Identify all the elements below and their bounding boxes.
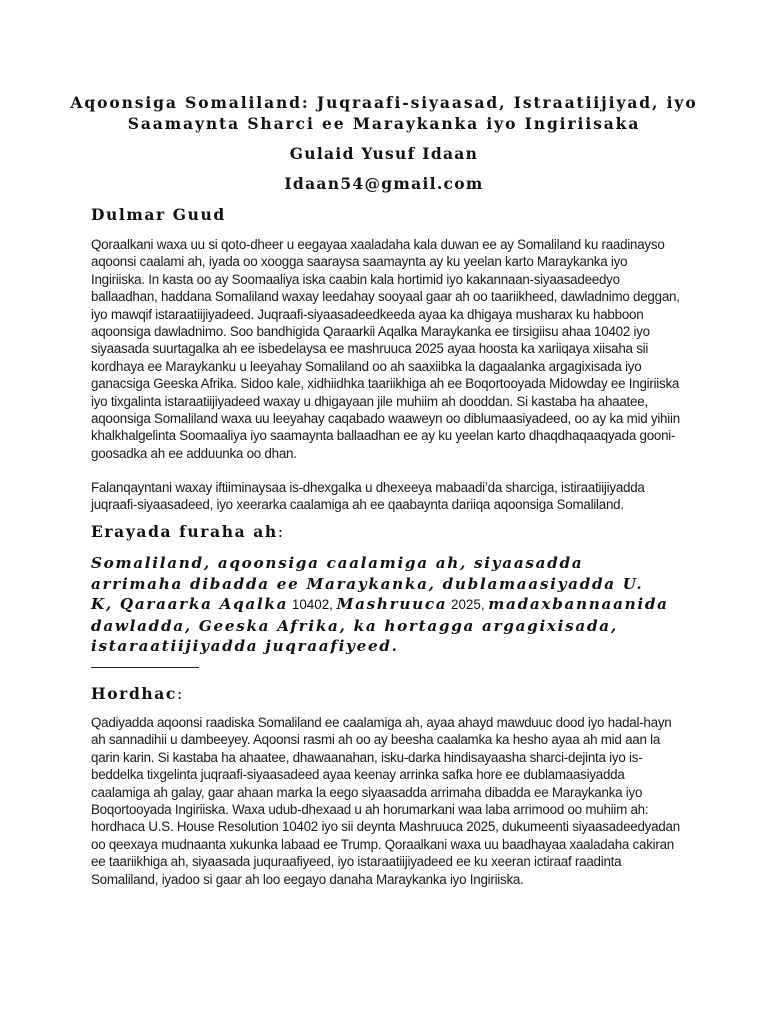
keyword: Mashruuca [336,595,448,614]
keyword: ka hortagga argagixisada [353,616,611,635]
introduction-heading-colon: : [176,685,184,703]
keyword: Qaraarka Aqalka [119,595,289,614]
keyword-separator: , [610,616,618,635]
keyword-number: 10402, [288,597,337,613]
keyword-end: . [391,637,399,656]
keyword: madaxbannaanida dawladda [91,595,669,635]
keyword: siyaasadda arrimaha dibadda ee Maraykanka [91,554,584,593]
author-name: Gulaid Yusuf Idaan [289,144,479,163]
document-title [60,92,708,134]
keyword-number: 2025, [447,597,489,613]
abstract-paragraph-1: Qoraalkani waxa uu si qoto-dheer u eegayaa xaaladaha kala duwan ee ay Somaliland ku raadinayso aqoonsi caalami ah, iyada oo xoogga saaraysa saamaynta ay ku yeelan karto Maraykanka iyo Ingiriiska. In kasta oo ay Soomaaliya iska caabin kala hortimid iyo kakannaan-siyaasadeedyo ballaadhan, haddana Somaliland waxay leedahay sooyaal gaar ah oo taariikheed, dawladnimo deggan, iyo mawqif istaraatiijiyadeed. Juqraafi-siyaasadeedkeeda ayaa ka dhigaya musharax ku habboon aqoonsiga dawladnimo. Soo bandhigida Qaraarkii Aqalka Maraykanka ee tirsigiisu ahaa 10402 iyo siyaasada suurtagalka ah ee isbedelaysa ee mashruuca 2025 ayaa hoosta ka xariiqaya xiisaha sii kordhaya ee Maraykanku u leeyahay Somaliland oo ah saaxiibka la dagaalanka argagixisada iyo ganacsiga Geeska Afrika. Sidoo kale, xidhiidhka taariikhiga ah ee Boqortooyada Midowday ee Ingiriiska iyo tixgalinta istaraatiijiyadeed waxay u dhigayaan jile muhiim ah dooddan. Si kastaba ha ahaatee, aqoonsiga Somaliland waxa uu leeyahay caqabado waaweyn oo diblumaasiyadeed, oo ay ka mid yihiin khalkhalgelinta Soomaaliya iyo saamaynta ballaadhan ee ay ku yeelan karto dhaqdhaqaaqyada gooni-goosadka ah ee adduunka oo dhan. [91,237,680,461]
keyword-separator: , [105,595,120,614]
keywords-heading-text: Erayada furaha ah [91,522,278,541]
introduction-heading-text: Hordhac [91,684,177,703]
abstract-paragraph-2: Falanqayntani waxay iftiiminaysaa is-dhexgalka u dhexeeya mabaadi’da sharciga, istiraatiijiyadda juqraafi-siyaasadeed, iyo xeerarka caalamiga ah ee qaabaynta dariiqa aqoonsiga Somaliland. [91,480,645,513]
abstract-heading: Dulmar Guud [91,205,226,224]
keyword-separator: , [203,554,218,572]
keywords-heading-colon: : [277,523,285,541]
keyword-separator: , [460,554,475,572]
author-email: Idaan54@gmail.com [284,174,484,193]
keywords-heading [91,521,285,543]
keyword: aqoonsiga caalamiga ah [217,554,461,572]
keyword-separator: , [184,616,199,635]
title-line-2: Saamaynta Sharci ee Maraykanka iyo Ingiriisaka [127,114,641,133]
introduction-paragraph: Qadiyadda aqoonsi raadiska Somaliland ee caalamiga ah, ayaa ahayd mawduuc dood iyo hadal-hayn ah sannadihii u dambeeyey. Aqoonsi rasmi ah oo ay beesha caalamka ka hesho ayaa ah mid aan la qarin karin. Si kastaba ha ahaatee, dhawaanahan, isku-darka hindisayaasha sharci-dejinta iyo is-beddelka tixgelinta juqraafi-siyaasadeed ayaa keenay arrinka safka hore ee dublamaasiyadda caalamiga ah galay, gaar ahaan marka la eego siyaasadda arrimaha dibadda ee Maraykanka iyo Boqortooyada Ingiriiska. Waxa udub-dhexaad u ah horumarkani waa laba arrimood oo muhiim ah: hordhaca U.S. House Resolution 10402 iyo sii deynta Mashruuca 2025, dukumeenti siyaasadeedyadan oo qeexaya mudnaanta xukunka labaad ee Trump. Qoraalkani waxa uu baadhayaa xaaladaha cakiran ee taariikhiga ah, siyaasada juquraafiyeed, iyo istaraatiijiyadeed ee ku xeeran ictiraaf raadinta Somaliland, iyadoo si gaar ah loo eegayo danaha Maraykanka iyo Ingiriiska. [91,715,680,887]
keyword: istaraatiijiyadda juqraafiyeed [91,637,392,656]
section-divider [91,667,199,668]
title-line-1: Aqoonsiga Somaliland: Juqraafi-siyaasad, Istraatiijiyad, iyo [70,93,698,112]
keyword: Somaliland [91,554,204,572]
keyword-separator: , [428,574,443,593]
keyword-separator: , [339,616,354,635]
keyword: Geeska Afrika [198,616,340,635]
keywords-list [91,553,671,657]
introduction-heading [91,683,184,705]
keyword: dublamaasiyadda U. K [91,574,644,614]
